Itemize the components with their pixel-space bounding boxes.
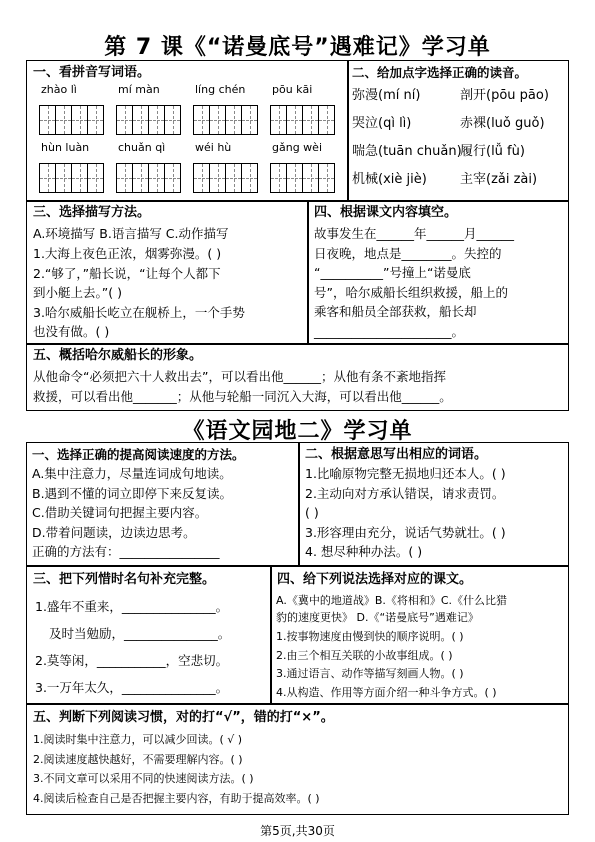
- text-line: 正确的方法有：________________: [32, 544, 220, 559]
- pinyin-label: pōu kāi: [272, 83, 313, 96]
- word-meaning-section: [298, 442, 569, 567]
- character-box[interactable]: [270, 105, 287, 135]
- pinyin-label: wéi hù: [195, 141, 232, 154]
- pinyin-word: [270, 83, 335, 139]
- fill-blank-section: [307, 200, 569, 345]
- text-line: 从他命令“必须把六十人救出去”，可以看出他______；从他有条不紊地指挥: [33, 369, 446, 384]
- character-box[interactable]: [209, 163, 226, 193]
- character-box-group[interactable]: [270, 163, 335, 197]
- pinyin-label: mí màn: [118, 83, 160, 96]
- reading-speed-section: [26, 442, 300, 567]
- character-box[interactable]: [39, 163, 56, 193]
- quote-line: 及时当勉励，_______________。: [49, 626, 231, 641]
- character-box[interactable]: [241, 105, 258, 135]
- text-line: 3.通过语言、动作等描写刻画人物。( ): [276, 667, 464, 680]
- text-line: 故事发生在______年______月______: [314, 226, 515, 241]
- character-box[interactable]: [148, 163, 165, 193]
- options-line: A.环境描写 B.语言描写 C.动作描写: [33, 226, 229, 241]
- text-line: 3.哈尔威船长屹立在舰桥上，一个手势: [33, 304, 245, 320]
- text-line: 3.形容理由充分，说话气势就壮。( ): [305, 524, 506, 540]
- character-box[interactable]: [318, 105, 335, 135]
- character-box-group[interactable]: [116, 105, 181, 139]
- character-box[interactable]: [225, 105, 242, 135]
- character-box[interactable]: [225, 163, 242, 193]
- character-box[interactable]: [132, 105, 149, 135]
- pinyin-word: [116, 141, 181, 197]
- character-box[interactable]: [164, 163, 181, 193]
- character-box[interactable]: [55, 163, 72, 193]
- character-box[interactable]: [286, 105, 303, 135]
- character-box[interactable]: [87, 105, 104, 135]
- text-line: 1.大海上夜色正浓，烟雾弥漫。( ): [33, 246, 222, 261]
- text-line: 乘客和船员全部获救，船长却: [314, 304, 477, 319]
- section-heading: 三、把下列惜时名句补充完整。: [33, 572, 216, 587]
- text-line: ( ): [305, 505, 319, 520]
- text-line: 4. 想尽种种办法。( ): [305, 544, 423, 559]
- character-box[interactable]: [241, 163, 258, 193]
- text-line: 3.不同文章可以采用不同的快速阅读方法。( ): [33, 772, 254, 785]
- character-box[interactable]: [302, 105, 319, 135]
- section-heading: 四、给下列说法选择对应的课文。: [277, 572, 473, 587]
- time-quotes-section: [26, 565, 272, 705]
- character-box-group[interactable]: [193, 105, 258, 139]
- character-box[interactable]: [193, 105, 210, 135]
- character-box[interactable]: [116, 163, 133, 193]
- unit2-title: 《语文园地二》学习单: [182, 419, 413, 444]
- pinyin-label: zhào lì: [41, 83, 77, 96]
- section-heading: 一、选择正确的提高阅读速度的方法。: [32, 447, 245, 462]
- match-lesson-section: [270, 565, 569, 705]
- pronunciation-item: 履行(lǚ fù): [460, 144, 525, 159]
- page-footer: 第5页,共30页: [260, 824, 335, 838]
- pinyin-word: [270, 141, 335, 197]
- text-line: ______________________。: [314, 323, 465, 339]
- pinyin-word: [39, 141, 104, 197]
- text-line: 4.阅读后检查自己是否把握主要内容，有助于提高效率。( ): [33, 791, 320, 805]
- text-line: 也没有做。( ): [33, 324, 110, 339]
- text-line: 2.由三个相互关联的小故事组成。( ): [276, 648, 453, 662]
- character-box[interactable]: [116, 105, 133, 135]
- character-box[interactable]: [87, 163, 104, 193]
- lesson7-title: 第 7 课《“诺曼底号”遇难记》学习单: [104, 35, 491, 60]
- character-box[interactable]: [209, 105, 226, 135]
- pinyin-label: hùn luàn: [41, 141, 90, 154]
- text-line: 2.阅读速度越快越好，不需要理解内容。( ): [33, 752, 243, 766]
- section-heading: 五、判断下列阅读习惯，对的打“√”，错的打“×”。: [33, 710, 334, 725]
- pinyin-label: líng chén: [195, 83, 246, 96]
- options-line: A.《冀中的地道战》B.《将相和》C.《什么比猎: [276, 594, 508, 607]
- character-box[interactable]: [71, 105, 88, 135]
- quote-line: 2.莫等闲，___________，空悲切。: [35, 653, 229, 668]
- pronunciation-item: 赤裸(luǒ guǒ): [460, 116, 545, 131]
- character-box[interactable]: [39, 105, 56, 135]
- character-box[interactable]: [270, 163, 287, 193]
- pronunciation-section: [347, 60, 569, 202]
- pronunciation-item: 弥漫(mí ní): [352, 88, 421, 103]
- pronunciation-item: 机械(xiè jiè): [352, 172, 427, 187]
- text-line: 1.比喻原物完整无损地归还本人。( ): [305, 466, 506, 481]
- character-box[interactable]: [286, 163, 303, 193]
- character-box-group[interactable]: [39, 105, 104, 139]
- text-line: 4.从构造、作用等方面介绍一种斗争方式。( ): [276, 685, 497, 699]
- quote-line: 3.一万年太久，_______________。: [35, 680, 229, 695]
- pinyin-label: chuǎn qì: [118, 141, 166, 154]
- text-line: C.借助关键词句把握主要内容。: [32, 505, 208, 520]
- section-heading: 五、概括哈尔威船长的形象。: [33, 348, 203, 363]
- description-method-section: [26, 200, 309, 345]
- text-line: 到小艇上去。”( ): [33, 285, 122, 300]
- text-line: 1.按事物速度由慢到快的顺序说明。( ): [276, 630, 464, 643]
- character-box[interactable]: [302, 163, 319, 193]
- pronunciation-item: 哭泣(qì lì): [352, 116, 412, 131]
- reading-habits-section: [26, 703, 569, 815]
- pronunciation-item: 喘急(tuān chuǎn): [352, 144, 462, 159]
- text-line: 1.阅读时集中注意力，可以减少回读。( √ ): [33, 733, 243, 746]
- pinyin-writing-section: [26, 60, 349, 202]
- character-box-group[interactable]: [270, 105, 335, 139]
- text-line: 2.“够了，”船长说，“让每个人都下: [33, 265, 221, 281]
- options-line: 豹的速度更快》 D.《“诺曼底号”遇难记》: [276, 611, 479, 624]
- section-heading: 一、看拼音写词语。: [33, 65, 151, 80]
- pinyin-word: [193, 141, 258, 197]
- character-box[interactable]: [193, 163, 210, 193]
- text-line: 日夜晚，地点是________。失控的: [314, 245, 502, 261]
- pinyin-word: [39, 83, 104, 139]
- pronunciation-item: 剖开(pōu pāo): [460, 88, 549, 103]
- text-line: 救援，可以看出他_______；从他与轮船一同沉入大海，可以看出他______。: [33, 389, 452, 404]
- text-line: B.遇到不懂的词立即停下来反复读。: [32, 485, 233, 501]
- quote-line: 1.盛年不重来，_______________。: [35, 599, 229, 614]
- character-box-group[interactable]: [116, 163, 181, 197]
- character-box[interactable]: [55, 105, 72, 135]
- character-box[interactable]: [318, 163, 335, 193]
- text-line: D.带着问题读，边读边思考。: [32, 524, 196, 540]
- character-box[interactable]: [132, 163, 149, 193]
- character-box[interactable]: [71, 163, 88, 193]
- text-line: A.集中注意力，尽量连词成句地读。: [32, 466, 232, 481]
- pinyin-word: [193, 83, 258, 139]
- section-heading: 三、选择描写方法。: [33, 205, 151, 220]
- pinyin-word: [116, 83, 181, 139]
- character-box-group[interactable]: [193, 163, 258, 197]
- character-box[interactable]: [164, 105, 181, 135]
- section-heading: 四、根据课文内容填空。: [314, 205, 458, 220]
- character-box-group[interactable]: [39, 163, 104, 197]
- text-line: “__________”号撞上“诺曼底: [314, 265, 471, 280]
- text-line: 2.主动向对方承认错误，请求责罚。: [305, 485, 505, 501]
- pinyin-label: gǎng wèi: [272, 141, 322, 154]
- character-box[interactable]: [148, 105, 165, 135]
- captain-image-section: [26, 343, 569, 411]
- section-heading: 二、给加点字选择正确的读音。: [352, 65, 528, 80]
- section-heading: 二、根据意思写出相应的词语。: [305, 447, 488, 462]
- pronunciation-item: 主宰(zǎi zài): [460, 172, 538, 187]
- text-line: 号”，哈尔威船长组织救援，船上的: [314, 284, 508, 300]
